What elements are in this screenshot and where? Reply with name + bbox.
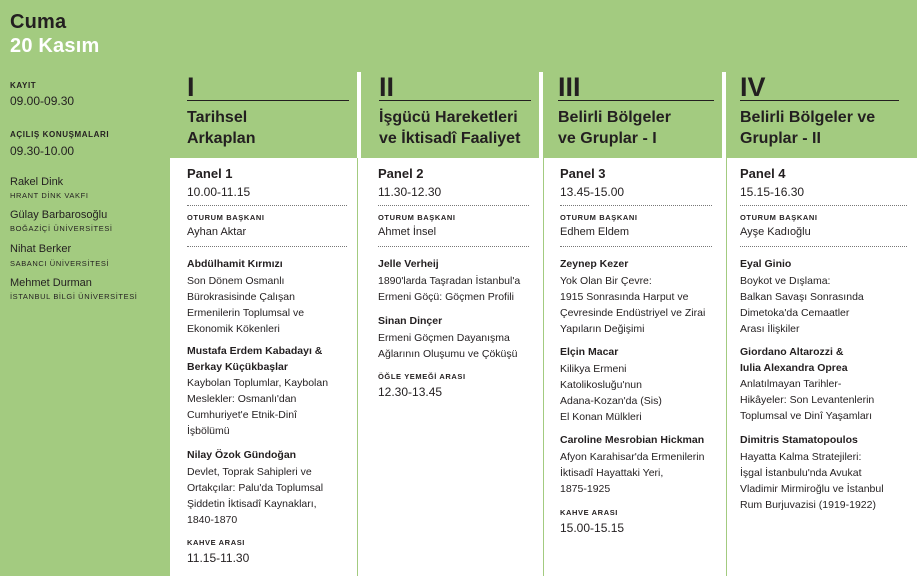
opening-speaker-affiliation: BOĞAZİÇİ ÜNİVERSİTESİ [10,224,113,233]
break-time: 15.00-15.15 [560,521,625,535]
break-label: KAHVE ARASI [560,508,618,517]
talk-title-line: Devlet, Toprak Sahipleri ve [187,465,312,478]
registration-time: 09.00-09.30 [10,94,75,108]
session-title [187,107,362,149]
session-title-line: Arkaplan [187,130,256,147]
talk-title-line: Ermeni Göçmen Dayanışma [378,331,510,344]
session-body-2 [361,158,539,576]
session-title [558,107,733,149]
break-label: KAHVE ARASI [187,538,245,547]
panel-time: 10.00-11.15 [187,185,251,199]
numeral-rule [379,100,531,101]
speaker-name: Iulia Alexandra Oprea [740,361,848,374]
chair-name: Ahmet İnsel [378,226,437,238]
session-title-line: Belirli Bölgeler [558,109,671,126]
talk-title-line: Hayatta Kalma Stratejileri: [740,450,862,463]
opening-speaker-name: Gülay Barbarosoğlu [10,209,108,221]
chair-name: Ayhan Aktar [187,226,247,238]
talk [187,344,347,439]
talk-title-line: Hikâyeler: Son Levantenlerin [740,394,875,406]
break-label: ÖĞLE YEMEĞİ ARASI [378,372,466,381]
talk-title-line: Afyon Karahisar'da Ermenilerin [560,450,705,463]
talk-title-line: Kaybolan Toplumlar, Kaybolan [187,377,329,389]
talk [740,257,915,337]
talk-title-line: Vladimir Mirmiroğlu ve İstanbul [740,482,884,495]
dotted-divider [740,246,907,247]
session-title [379,107,554,149]
speaker-name: Berkay Küçükbaşlar [187,360,288,373]
panel-title: Panel 3 [560,166,606,181]
chair-name: Ayşe Kadıoğlu [740,226,811,238]
header-band [0,0,917,72]
column-separator [357,158,358,576]
dotted-divider [378,246,529,247]
opening-speaker-name: Nihat Berker [10,243,72,255]
session-title-line: Tarihsel [187,109,248,126]
session-header-1 [170,72,357,158]
talk-title-line: Son Dönem Osmanlı [187,274,285,287]
speaker-name: Caroline Mesrobian Hickman [560,434,705,446]
panel-title: Panel 2 [378,166,424,181]
talk-title-line: Çevresinde Endüstriyel ve Zirai [560,306,706,319]
numeral-rule [187,100,349,101]
talk-title-line: Bürokrasisinde Çalışan [187,290,295,303]
talk-title-line: 1915 Sonrasında Harput ve [560,290,689,303]
chair-label: OTURUM BAŞKANI [187,213,265,222]
talk [740,433,915,513]
sidebar [0,72,170,576]
talk [560,433,720,497]
session-header-4 [722,72,917,158]
dotted-divider [740,205,907,206]
talk [187,448,347,528]
panel-time: 11.30-12.30 [378,185,442,199]
chair-label: OTURUM BAŞKANI [378,213,456,222]
dotted-divider [560,205,712,206]
talk-title-line: Balkan Savaşı Sonrasında [740,290,864,303]
talk-title-line: 1840-1870 [187,513,238,526]
session-title-line: ve İktisadî Faaliyet [379,130,521,147]
talk-title-line: İşbölümü [187,425,230,437]
speaker-name: Eyal Ginio [740,258,792,270]
talk-title-line: Toplumsal ve Dinî Yaşamları [740,410,873,422]
day-date: 20 Kasım [10,35,100,57]
talk-title-line: Ağlarının Oluşumu ve Çöküşü [378,347,518,360]
talk [740,345,915,424]
talk [560,257,720,337]
talk-title-line: Ortakçılar: Palu'da Toplumsal [187,481,324,494]
panel-time: 15.15-16.30 [740,185,805,199]
speaker-name: Zeynep Kezer [560,258,629,270]
panel-time: 13.45-15.00 [560,185,625,199]
talk-title-line: 1875-1925 [560,482,611,495]
session-body-3 [543,158,722,576]
dotted-divider [560,246,712,247]
speaker-name: Giordano Altarozzi & [740,346,844,358]
speaker-name: Jelle Verheij [378,258,439,270]
speaker-name: Sinan Dinçer [378,315,443,327]
session-numeral: I [187,72,195,102]
session-title-line: Gruplar - II [740,130,821,147]
speaker-name: Abdülhamit Kırmızı [187,258,283,270]
talk-title-line: Yapıların Değişimi [560,322,645,335]
talk-title-line: Kilikya Ermeni [560,362,627,375]
session-title-line: İşgücü Hareketleri [379,109,518,126]
talk-title-line: Adana-Kozan'da (Sis) [560,394,662,407]
talk-title-line: İşgal İstanbulu'nda Avukat [740,466,862,479]
session-body-1 [170,158,357,576]
talk-title-line: Katolikosluğu'nun [560,378,642,391]
talk-title-line: Ermenilerin Toplumsal ve [187,306,305,319]
opening-speaker-affiliation: İSTANBUL BİLGİ ÜNİVERSİTESİ [10,292,138,301]
opening-speaker-name: Rakel Dink [10,176,64,188]
dotted-divider [378,205,529,206]
talk-title-line: Yok Olan Bir Çevre: [560,274,652,287]
session-body-4 [726,158,917,576]
session-title-line: Belirli Bölgeler ve [740,109,876,126]
break-time: 11.15-11.30 [187,551,250,565]
session-numeral: III [558,72,581,102]
opening-speaker-affiliation: SABANCI ÜNİVERSİTESİ [10,259,110,268]
speaker-name: Mustafa Erdem Kabadayı & [187,345,323,357]
session-header-3 [539,72,722,158]
dotted-divider [187,205,347,206]
talk-title-line: Rum Burjuvazisi (1919-1922) [740,498,876,511]
day-name: Cuma [10,11,67,33]
talk-title-line: İktisadî Hayattaki Yeri, [560,466,664,479]
talk-title-line: Meslekler: Osmanlı'dan [187,393,297,405]
numeral-rule [558,100,714,101]
talk-title-line: El Konan Mülkleri [560,410,642,423]
dotted-divider [187,246,347,247]
talk [378,314,538,362]
opening-time: 09.30-10.00 [10,144,75,158]
talk-title-line: Cumhuriyet'e Etnik-Dinî [187,409,297,421]
speaker-name: Nilay Özok Gündoğan [187,449,297,461]
talk [560,345,720,425]
opening-speaker-affiliation: HRANT DİNK VAKFI [10,191,89,200]
talk-title-line: Şiddetin İktisadî Kaynakları, [187,497,317,510]
panel-title: Panel 4 [740,166,786,181]
chair-label: OTURUM BAŞKANI [740,213,818,222]
speaker-name: Elçin Macar [560,346,619,358]
talk-title-line: Arası İlişkiler [740,322,800,335]
talk-title-line: 1890'larda Taşradan İstanbul'a [378,274,521,287]
talk-title-line: Ermeni Göçü: Göçmen Profili [378,290,514,303]
talk-title-line: Anlatılmayan Tarihler- [740,378,842,390]
talk [378,257,538,305]
chair-label: OTURUM BAŞKANI [560,213,638,222]
talk-title-line: Ekonomik Kökenleri [187,322,280,335]
opening-label: AÇILIŞ KONUŞMALARI [10,130,110,139]
session-header-2 [357,72,539,158]
session-title-line: ve Gruplar - I [558,130,657,147]
break-time: 12.30-13.45 [378,385,443,399]
panel-title: Panel 1 [187,166,233,181]
session-numeral: II [379,72,395,102]
registration-label: KAYIT [10,81,37,90]
talk [187,257,347,337]
session-title [740,107,915,149]
speaker-name: Dimitris Stamatopoulos [740,434,858,446]
numeral-rule [740,100,899,101]
chair-name: Edhem Eldem [560,226,630,238]
session-numeral: IV [740,72,766,102]
talk-title-line: Dimetoka'da Cemaatler [740,306,850,319]
talk-title-line: Boykot ve Dışlama: [740,274,831,287]
opening-speaker-name: Mehmet Durman [10,277,92,289]
